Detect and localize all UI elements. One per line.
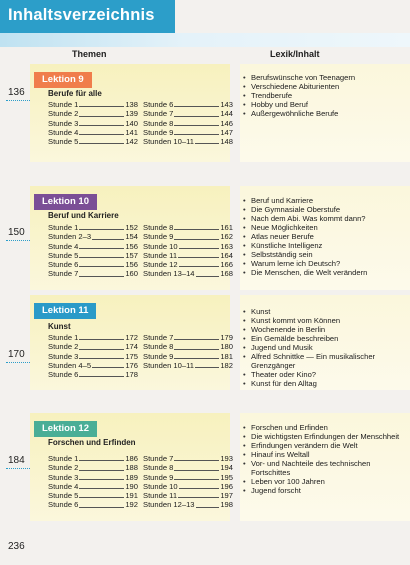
lexis-item: • Hobby und Beruf (242, 100, 410, 109)
unit-row: Stunde 6 178 (48, 370, 138, 380)
column-heading-lexis: Lexik/Inhalt (270, 49, 320, 59)
unit-row: Stunde 6 192 (48, 500, 138, 510)
lexis-item: • Neue Möglichkeiten (242, 223, 410, 232)
unit-row: Stunde 8 146 (143, 118, 233, 128)
lexis-item: • Forschen und Erfinden (242, 423, 410, 432)
lexis-item: • Theater oder Kino? (242, 370, 410, 379)
lexis-item: • Erfindungen verändern die Welt (242, 441, 410, 450)
lexis-item: • Jugend und Musik (242, 343, 410, 352)
unit-row: Stunde 9 147 (143, 127, 233, 137)
lexis-list (242, 423, 410, 495)
unit-column-right (143, 454, 233, 510)
lesson-page-number: 184 (8, 455, 25, 466)
lexis-item: • Jugend forscht (242, 486, 410, 495)
lesson-tag: Lektion 9 (34, 72, 92, 88)
header-strip (0, 33, 410, 47)
unit-column-left (48, 333, 138, 379)
unit-column-left (48, 454, 138, 510)
lexis-item: • Die Gymnasiale Oberstufe (242, 205, 410, 214)
unit-row: Stunden 10–11 182 (143, 360, 233, 370)
lexis-list (242, 196, 410, 277)
unit-row: Stunde 2 174 (48, 342, 138, 352)
lexis-item: • Die wichtigsten Erfindungen der Menschheit (242, 432, 410, 441)
unit-row: Stunde 7 160 (48, 269, 138, 279)
unit-row: Stunde 2 188 (48, 463, 138, 473)
lexis-item: • Nach dem Abi. Was kommt dann? (242, 214, 410, 223)
footer-page-number: 236 (8, 541, 25, 552)
lexis-item: • Warum lerne ich Deutsch? (242, 259, 410, 268)
lexis-item: • Kunst (242, 307, 410, 316)
lesson-block-12 (30, 413, 410, 521)
lexis-item: • Berufswünsche von Teenagern (242, 73, 410, 82)
unit-row: Stunde 8 161 (143, 223, 233, 232)
page-title: Inhaltsverzeichnis (8, 6, 155, 24)
lexis-item: • Außergewöhnliche Berufe (242, 109, 410, 118)
unit-row: Stunde 3 140 (48, 118, 138, 128)
unit-row: Stunde 5 191 (48, 491, 138, 501)
unit-row: Stunde 6 156 (48, 260, 138, 270)
lexis-item: • Atlas neuer Berufe (242, 232, 410, 241)
lesson-page-number: 136 (8, 87, 25, 98)
unit-row: Stunde 6 143 (143, 100, 233, 109)
unit-row: Stunde 8 180 (143, 342, 233, 352)
unit-row: Stunde 4 190 (48, 481, 138, 491)
unit-row: Stunde 10 196 (143, 481, 233, 491)
lexis-item: • Vor- und Nachteile des technischen Fortschittes (242, 459, 410, 477)
lesson-topic: Forschen und Erfinden (48, 438, 136, 447)
unit-row: Stunde 7 179 (143, 333, 233, 342)
lesson-topic: Beruf und Karriere (48, 211, 119, 220)
unit-row: Stunden 13–14 168 (143, 269, 233, 279)
unit-column-left (48, 223, 138, 279)
unit-row: Stunde 9 162 (143, 232, 233, 242)
unit-row: Stunde 7 144 (143, 109, 233, 119)
lexis-item: • Die Menschen, die Welt verändern (242, 268, 410, 277)
lesson-block-10 (30, 186, 410, 290)
unit-row: Stunden 10–11 148 (143, 137, 233, 147)
unit-row: Stunde 5 142 (48, 137, 138, 147)
unit-row: Stunde 10 163 (143, 241, 233, 251)
unit-row: Stunde 3 189 (48, 472, 138, 482)
unit-row: Stunde 8 194 (143, 463, 233, 473)
unit-row: Stunde 12 166 (143, 260, 233, 270)
unit-column-left (48, 100, 138, 146)
unit-row: Stunde 11 197 (143, 491, 233, 501)
unit-row: Stunde 9 181 (143, 351, 233, 361)
unit-row: Stunde 11 164 (143, 250, 233, 260)
unit-column-right (143, 333, 233, 370)
unit-row: Stunden 12–13 198 (143, 500, 233, 510)
lexis-item: • Wochenende in Berlin (242, 325, 410, 334)
unit-row: Stunde 2 139 (48, 109, 138, 119)
unit-row: Stunden 4–5 176 (48, 360, 138, 370)
lesson-topic: Kunst (48, 322, 71, 331)
lexis-item: • Alfred Schnittke — Ein musikalischer Grenzgänger (242, 352, 410, 370)
unit-row: Stunden 2–3 154 (48, 232, 138, 242)
lexis-list (242, 307, 410, 388)
unit-row: Stunde 1 138 (48, 100, 138, 109)
lexis-item: • Hinauf ins Weltall (242, 450, 410, 459)
lesson-tag: Lektion 12 (34, 421, 97, 437)
unit-row: Stunde 9 195 (143, 472, 233, 482)
unit-column-right (143, 100, 233, 146)
column-heading-themes: Themen (72, 49, 107, 59)
lexis-item: • Künstliche Intelligenz (242, 241, 410, 250)
lexis-item: • Verschiedene Abiturienten (242, 82, 410, 91)
unit-column-right (143, 223, 233, 279)
lesson-tag: Lektion 10 (34, 194, 97, 210)
lexis-list (242, 73, 410, 118)
lexis-item: • Beruf und Karriere (242, 196, 410, 205)
unit-row: Stunde 1 172 (48, 333, 138, 342)
lesson-block-11 (30, 295, 410, 390)
unit-row: Stunde 5 157 (48, 250, 138, 260)
lesson-page-number: 150 (8, 227, 25, 238)
lesson-tag: Lektion 11 (34, 303, 96, 319)
unit-row: Stunde 1 186 (48, 454, 138, 463)
lexis-item: • Trendberufe (242, 91, 410, 100)
unit-row: Stunde 7 193 (143, 454, 233, 463)
lexis-item: • Leben vor 100 Jahren (242, 477, 410, 486)
unit-row: Stunde 4 156 (48, 241, 138, 251)
lexis-item: • Selbstständig sein (242, 250, 410, 259)
lexis-item: • Kunst kommt vom Können (242, 316, 410, 325)
title-bar (0, 0, 175, 33)
unit-row: Stunde 3 175 (48, 351, 138, 361)
lexis-item: • Ein Gemälde beschreiben (242, 334, 410, 343)
unit-row: Stunde 4 141 (48, 127, 138, 137)
unit-row: Stunde 1 152 (48, 223, 138, 232)
lesson-page-number: 170 (8, 349, 25, 360)
lesson-block-9 (30, 64, 410, 162)
lexis-item: • Kunst für den Alltag (242, 379, 410, 388)
lesson-topic: Berufe für alle (48, 89, 102, 98)
